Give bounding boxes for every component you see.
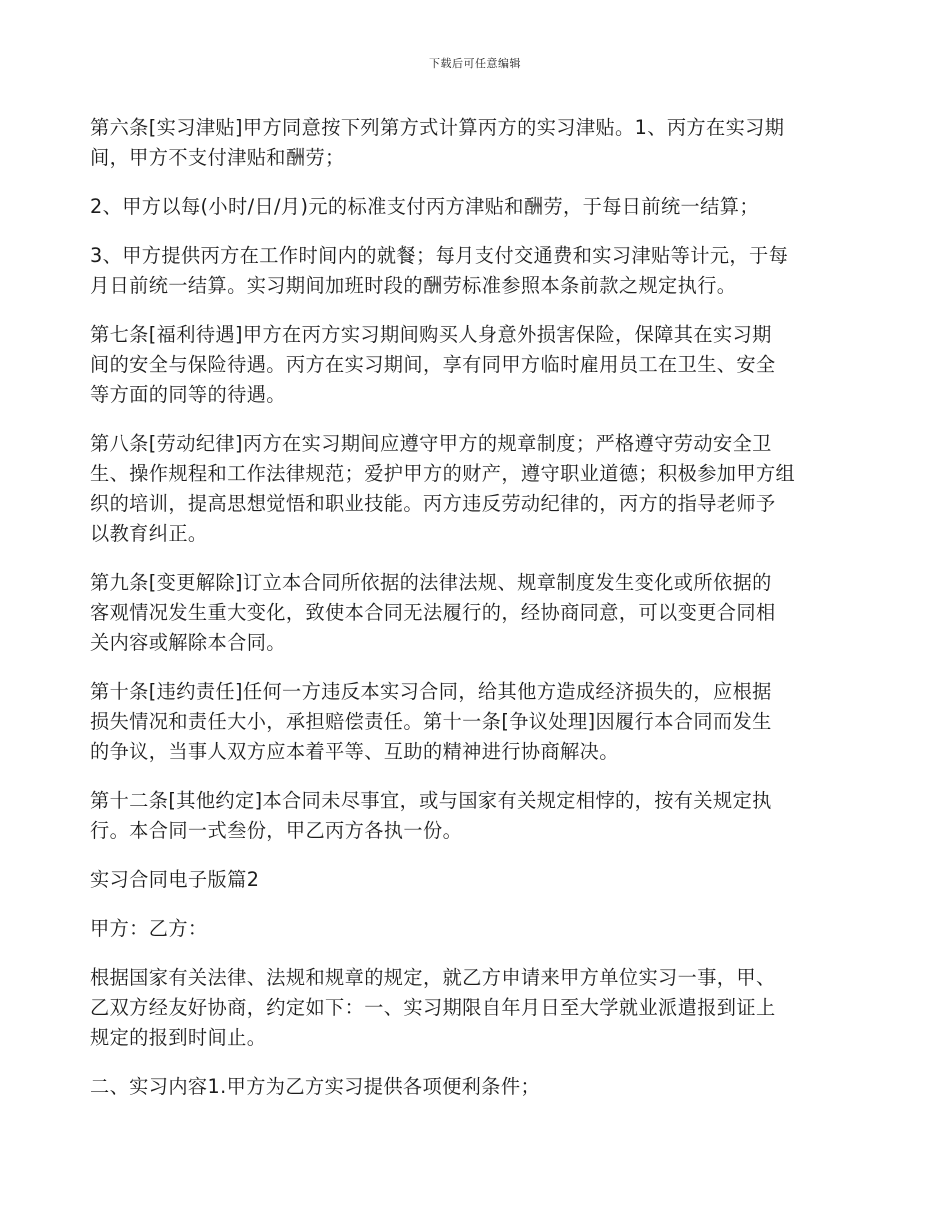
paragraph-article-6: [90, 113, 860, 173]
paragraph-clause-3: [90, 241, 860, 301]
paragraph-article-8: [90, 429, 860, 549]
text-line: 的争议，当事人双方应本着平等、互助的精神进行协商解决。: [90, 740, 619, 763]
text-line: 乙双方经友好协商，约定如下：一、实习期限自年月日至大学就业派遣报到证上: [90, 996, 776, 1019]
text-line: 损失情况和责任大小，承担赔偿责任。第十一条[争议处理]因履行本合同而发生: [90, 710, 772, 733]
text-line: 间，甲方不支付津贴和酬劳；: [90, 146, 345, 169]
text-line: 第八条[劳动纪律]丙方在实习期间应遵守甲方的规章制度；严格遵守劳动安全卫: [90, 432, 772, 455]
text-line: 第七条[福利待遇]甲方在丙方实习期间购买人身意外损害保险，保障其在实习期: [90, 323, 772, 346]
text-line: 月日前统一结算。实习期间加班时段的酬劳标准参照本条前款之规定执行。: [90, 274, 737, 297]
paragraph-article-10: [90, 677, 860, 767]
text-line: 规定的报到时间止。: [90, 1026, 267, 1049]
text-line: 客观情况发生重大变化，致使本合同无法履行的，经协商同意，可以变更合同相: [90, 601, 776, 624]
paragraph-article-7: [90, 320, 860, 410]
text-line: 第十条[违约责任]任何一方违反本实习合同，给其他方造成经济损失的，应根据: [90, 680, 772, 703]
text-line: 实习合同电子版篇2: [90, 868, 260, 891]
section-heading: [90, 865, 860, 895]
text-line: 以教育纠正。: [90, 522, 208, 545]
paragraph-article-12: [90, 786, 860, 846]
text-line: 根据国家有关法律、法规和规章的规定，就乙方申请来甲方单位实习一事，甲、: [90, 966, 776, 989]
page-header: 下载后可任意编辑: [429, 57, 521, 70]
paragraph-section-2: [90, 1072, 860, 1102]
text-line: 行。本合同一式叁份，甲乙丙方各执一份。: [90, 819, 463, 842]
text-line: 等方面的同等的待遇。: [90, 383, 286, 406]
paragraph-article-9: [90, 568, 860, 658]
document-body: [90, 113, 860, 1121]
text-line: 第六条[实习津贴]甲方同意按下列第方式计算丙方的实习津贴。1、丙方在实习期: [90, 116, 785, 139]
parties-line: [90, 914, 860, 944]
text-line: 关内容或解除本合同。: [90, 631, 286, 654]
text-line: 甲方：乙方：: [90, 917, 208, 940]
text-line: 二、实习内容1.甲方为乙方实习提供各项便利条件；: [90, 1075, 541, 1098]
text-line: 2、甲方以每(小时/日/月)元的标准支付丙方津贴和酬劳，于每日前统一结算；: [90, 195, 759, 218]
text-line: 3、甲方提供丙方在工作时间内的就餐；每月支付交通费和实习津贴等计元，于每: [90, 244, 789, 267]
paragraph-preamble: [90, 963, 860, 1053]
text-line: 生、操作规程和工作法律规范；爱护甲方的财产，遵守职业道德；积极参加甲方组: [90, 462, 796, 485]
text-line: 间的安全与保险待遇。丙方在实习期间，享有同甲方临时雇用员工在卫生、安全: [90, 353, 776, 376]
text-line: 织的培训，提高思想觉悟和职业技能。丙方违反劳动纪律的，丙方的指导老师予: [90, 492, 776, 515]
paragraph-clause-2: [90, 192, 860, 222]
text-line: 第十二条[其他约定]本合同未尽事宜，或与国家有关规定相悖的，按有关规定执: [90, 789, 772, 812]
text-line: 第九条[变更解除]订立本合同所依据的法律法规、规章制度发生变化或所依据的: [90, 571, 772, 594]
